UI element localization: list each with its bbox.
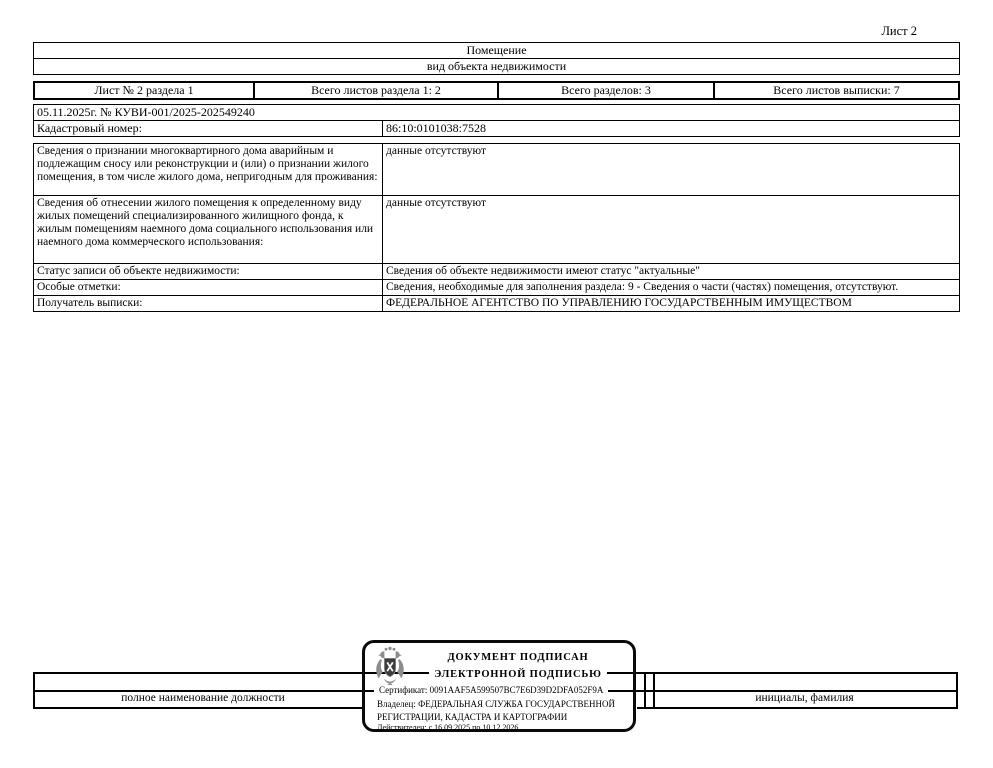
table-row bbox=[34, 144, 960, 196]
object-kind-caption: вид объекта недвижимости bbox=[34, 59, 960, 75]
cadastral-number-label: Кадастровый номер: bbox=[34, 121, 383, 137]
request-info-table bbox=[33, 104, 960, 137]
table-row bbox=[34, 59, 960, 75]
digital-signature-stamp bbox=[362, 640, 636, 732]
sheet-info-table bbox=[33, 81, 960, 100]
stamp-owner: Владелец: ФЕДЕРАЛЬНАЯ СЛУЖБА ГОСУДАРСТВЕННОЙ РЕГИСТРАЦИИ, КАДАСТРА И КАРТОГРАФИИ bbox=[377, 699, 616, 722]
footer-divider-left bbox=[644, 672, 646, 709]
stamp-certificate-text: Сертификат: 0091AAF5A599507BC7E6D39D2DFA052F9A bbox=[374, 685, 608, 695]
detail-value: Сведения, необходимые для заполнения раздела: 9 - Сведения о части (частях) помещения, отсутствуют. bbox=[383, 280, 960, 296]
sheet-number: Лист 2 bbox=[881, 24, 917, 38]
detail-value: данные отсутствуют bbox=[383, 144, 960, 196]
sheet-info-section-total: Всего листов раздела 1: 2 bbox=[254, 82, 498, 99]
sheet-info-extract-total: Всего листов выписки: 7 bbox=[714, 82, 959, 99]
stamp-certificate bbox=[374, 685, 608, 695]
table-row bbox=[34, 82, 959, 99]
stamp-validity: Действителен: с 16.09.2025 по 10.12.2026 bbox=[377, 723, 519, 732]
signature-line-bottom-left bbox=[33, 707, 363, 709]
table-row bbox=[34, 196, 960, 264]
signature-line-bottom-right bbox=[637, 707, 958, 709]
footer-border-right bbox=[956, 672, 958, 709]
date-and-number: 05.11.2025г. № КУВИ-001/2025-202549240 bbox=[34, 105, 960, 121]
table-row bbox=[34, 121, 960, 137]
detail-value: данные отсутствуют bbox=[383, 196, 960, 264]
detail-value: Сведения об объекте недвижимости имеют статус "актуальные" bbox=[383, 264, 960, 280]
details-table bbox=[33, 143, 960, 312]
sheet-info-sections-total: Всего разделов: 3 bbox=[498, 82, 714, 99]
table-row bbox=[34, 43, 960, 59]
table-row bbox=[34, 105, 960, 121]
table-row bbox=[34, 264, 960, 280]
detail-label: Сведения о признании многоквартирного дома аварийным и подлежащим сносу или реконструкции и (или) о признании жилого помещения, в том числе жилого дома, непригодным для проживания: bbox=[34, 144, 383, 196]
stamp-title-line1 bbox=[407, 652, 629, 663]
stamp-title-line1-text: ДОКУМЕНТ ПОДПИСАН bbox=[447, 652, 589, 663]
detail-value: ФЕДЕРАЛЬНОЕ АГЕНТСТВО ПО УПРАВЛЕНИЮ ГОСУДАРСТВЕННЫМ ИМУЩЕСТВОМ bbox=[383, 296, 960, 312]
object-kind-table bbox=[33, 42, 960, 75]
object-kind: Помещение bbox=[34, 43, 960, 59]
stamp-title-line2 bbox=[407, 669, 629, 680]
table-row bbox=[34, 280, 960, 296]
cadastral-number-value: 86:10:0101038:7528 bbox=[383, 121, 960, 137]
position-caption: полное наименование должности bbox=[121, 692, 285, 704]
detail-label: Особые отметки: bbox=[34, 280, 383, 296]
detail-label: Статус записи об объекте недвижимости: bbox=[34, 264, 383, 280]
detail-label: Сведения об отнесении жилого помещения к определенному виду жилых помещений специализированного жилищного фонда, к жилым помещениям наемного дома социального использования или наемного дома коммерческого использования: bbox=[34, 196, 383, 264]
table-row bbox=[34, 296, 960, 312]
detail-label: Получатель выписки: bbox=[34, 296, 383, 312]
name-caption: инициалы, фамилия bbox=[755, 692, 854, 704]
sheet-info-section-sheet: Лист № 2 раздела 1 bbox=[34, 82, 254, 99]
stamp-title-line2-text: ЭЛЕКТРОННОЙ ПОДПИСЬЮ bbox=[429, 669, 606, 680]
